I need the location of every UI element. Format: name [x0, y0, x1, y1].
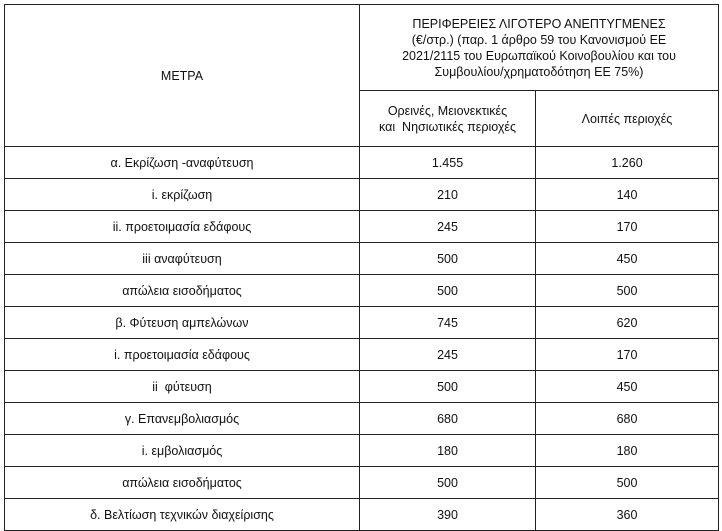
- other-regions-value-cell: 500: [536, 467, 719, 499]
- measure-label-cell: β. Φύτευση αμπελώνων: [5, 307, 360, 339]
- mountain-island-value-cell: 210: [360, 179, 536, 211]
- table-row: [5, 435, 719, 467]
- measure-label-cell: i. εκρίζωση: [5, 179, 360, 211]
- mountain-island-value-cell: 745: [360, 307, 536, 339]
- mountain-island-value-cell: 390: [360, 499, 536, 531]
- table-row: [5, 211, 719, 243]
- group-title-line2: (€/στρ.) (παρ. 1 άρθρο 59 του Κανονισμού ΕΕ: [411, 32, 667, 47]
- other-regions-value-cell: 620: [536, 307, 719, 339]
- measure-label-cell: απώλεια εισοδήματος: [5, 275, 360, 307]
- regions-group-header: [360, 5, 719, 91]
- measure-label-cell: ii. προετοιμασία εδάφους: [5, 211, 360, 243]
- other-regions-value-cell: 360: [536, 499, 719, 531]
- measure-label-cell: δ. Βελτίωση τεχνικών διαχείρισης: [5, 499, 360, 531]
- measure-label-cell: i. προετοιμασία εδάφους: [5, 339, 360, 371]
- other-regions-value-cell: 180: [536, 435, 719, 467]
- other-regions-value-cell: 170: [536, 339, 719, 371]
- mountain-island-value-cell: 500: [360, 371, 536, 403]
- group-title-line3: 2021/2115 του Ευρωπαϊκού Κοινοβουλίου και του: [402, 48, 676, 63]
- measures-column-header: [5, 5, 360, 147]
- measures-label: ΜΕΤΡΑ: [160, 68, 204, 83]
- col-b-label: Λοιπές περιοχές: [581, 111, 673, 126]
- mountain-island-value-cell: 500: [360, 275, 536, 307]
- table-row: [5, 243, 719, 275]
- measure-label-cell: iii αναφύτευση: [5, 243, 360, 275]
- mountain-island-value-cell: 1.455: [360, 147, 536, 179]
- measure-label-cell: i. εμβολιασμός: [5, 435, 360, 467]
- measure-label-cell: α. Εκρίζωση -αναφύτευση: [5, 147, 360, 179]
- other-regions-value-cell: 450: [536, 371, 719, 403]
- other-regions-value-cell: 500: [536, 275, 719, 307]
- other-regions-value-cell: 170: [536, 211, 719, 243]
- other-regions-value-cell: 450: [536, 243, 719, 275]
- table-row: [5, 147, 719, 179]
- table-header: [5, 5, 719, 147]
- table-row: [5, 275, 719, 307]
- other-regions-value-cell: 1.260: [536, 147, 719, 179]
- group-title-line4: Συμβουλίου/χρηματοδότηση ΕΕ 75%): [434, 64, 644, 79]
- group-title-line1: ΠΕΡΙΦΕΡΕΙΕΣ ΛΙΓΟΤΕΡΟ ΑΝΕΠΤΥΓΜΕΝΕΣ: [412, 16, 666, 31]
- table-row: [5, 339, 719, 371]
- other-regions-header: [536, 91, 719, 147]
- measure-label-cell: γ. Επανεμβολιασμός: [5, 403, 360, 435]
- table-row: [5, 403, 719, 435]
- col-a-line1: Ορεινές, Μειονεκτικές: [387, 103, 508, 118]
- mountain-island-regions-header: [360, 91, 536, 147]
- table-row: [5, 499, 719, 531]
- mountain-island-value-cell: 180: [360, 435, 536, 467]
- measures-table: [4, 4, 719, 531]
- table-row: [5, 467, 719, 499]
- table-row: [5, 307, 719, 339]
- table-row: [5, 179, 719, 211]
- col-a-line2: και Νησιωτικές περιοχές: [379, 119, 516, 134]
- mountain-island-value-cell: 245: [360, 211, 536, 243]
- mountain-island-value-cell: 245: [360, 339, 536, 371]
- mountain-island-value-cell: 680: [360, 403, 536, 435]
- table-body: [5, 147, 719, 531]
- table-row: [5, 371, 719, 403]
- other-regions-value-cell: 680: [536, 403, 719, 435]
- measure-label-cell: ii φύτευση: [5, 371, 360, 403]
- mountain-island-value-cell: 500: [360, 243, 536, 275]
- measure-label-cell: απώλεια εισοδήματος: [5, 467, 360, 499]
- mountain-island-value-cell: 500: [360, 467, 536, 499]
- other-regions-value-cell: 140: [536, 179, 719, 211]
